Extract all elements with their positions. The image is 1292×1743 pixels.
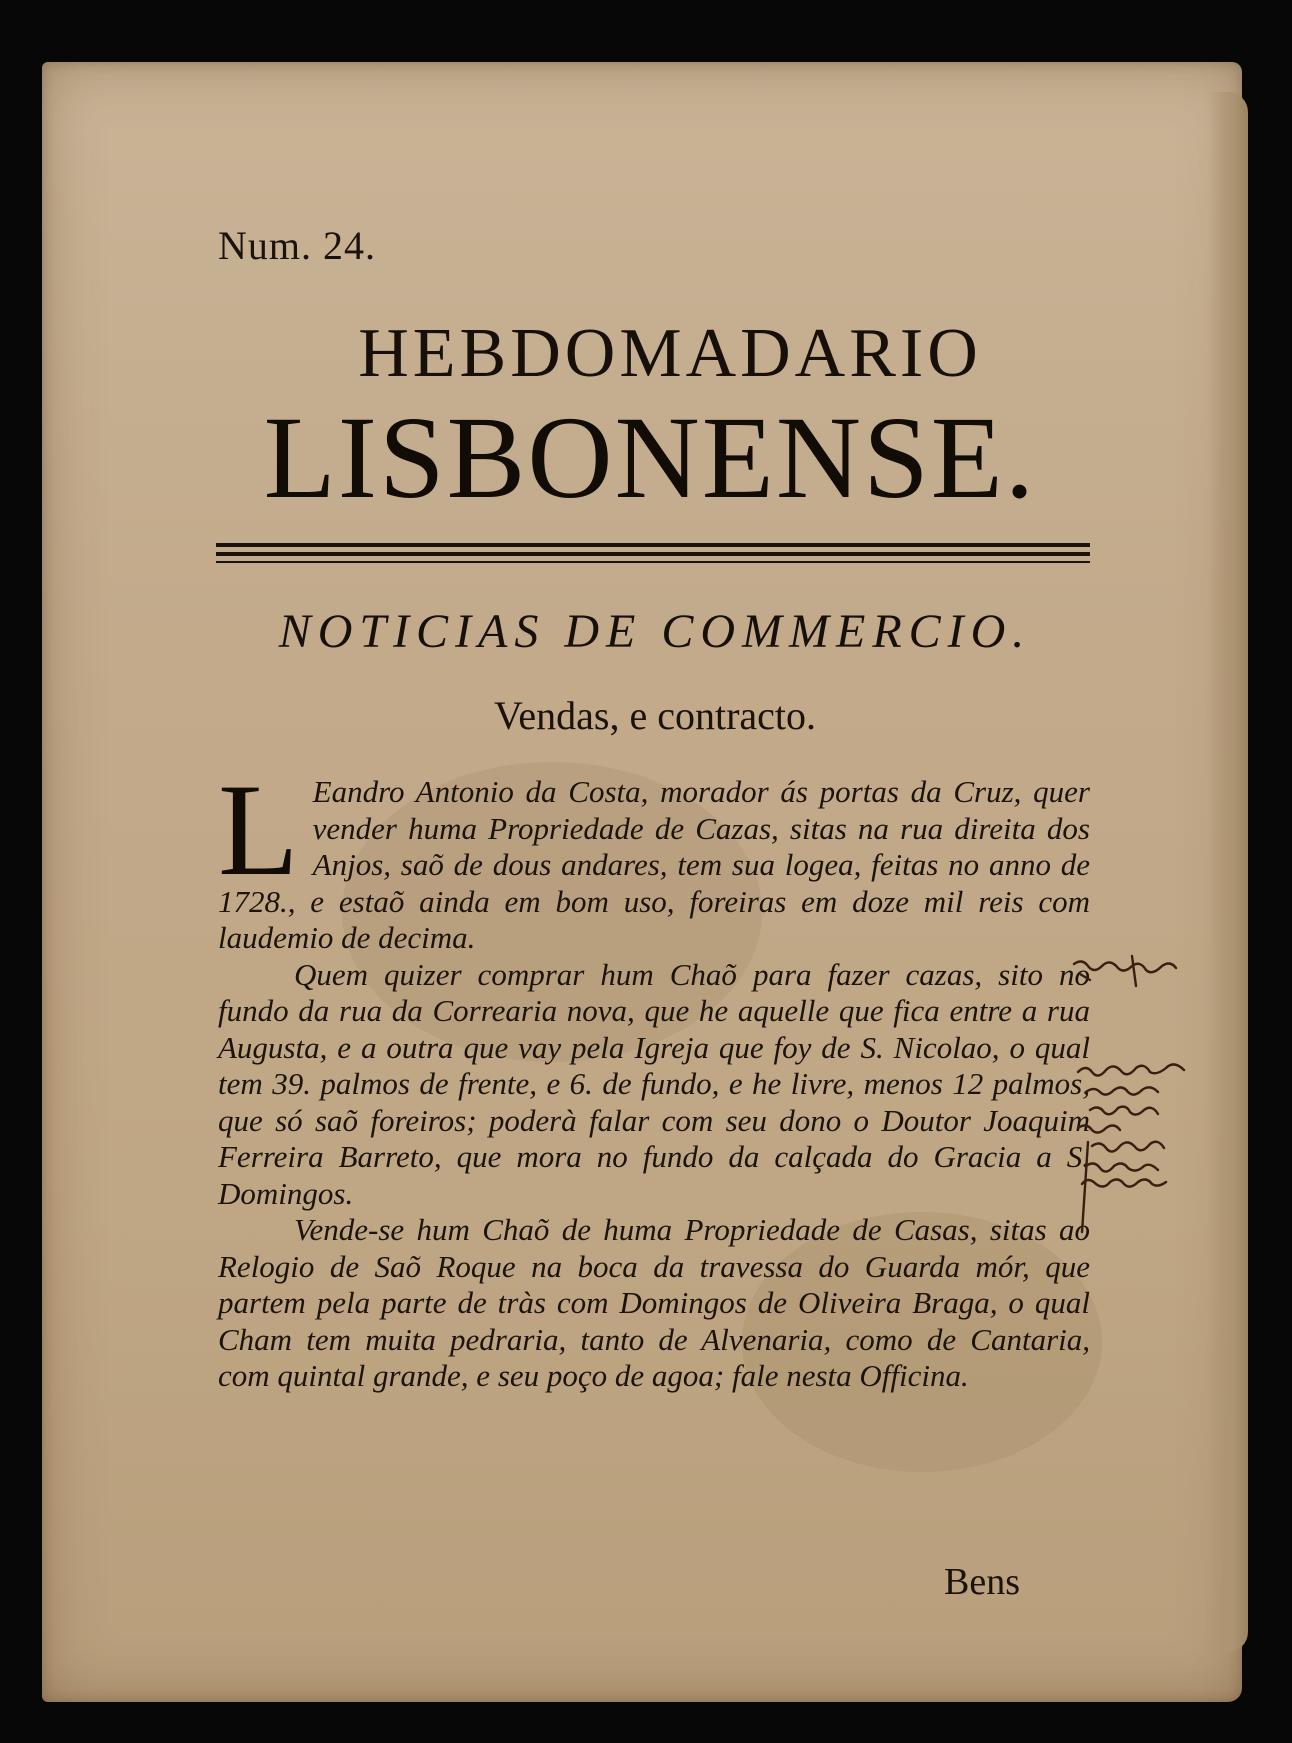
section-heading: NOTICIAS DE COMMERCIO.: [278, 605, 1032, 658]
paragraph-text: Eandro Antonio da Costa, morador ás portas da Cruz, quer vender huma Propriedade de Cazas, sitas na rua direita dos Anjos, saõ de dous andares, tem sua logea, feitas no anno de 1728., e estaõ ainda em bom uso, foreiras em doze mil reis com laudemio de decima.: [218, 774, 1090, 955]
masthead-rule: [216, 543, 1090, 547]
paper-edge: [1208, 92, 1248, 1652]
paragraph-text: Quem quizer comprar hum Chaõ para fazer cazas, sito no fundo da rua da Correaria nova, que he aquelle que fica entre a rua Augusta, e a outra que vay pela Igreja que foy de S. Nicolao, o qual tem 39. palmos de frente, e 6. de fundo, e he livre, menos 12 palmos, que só saõ foreiros; poderà falar com seu dono o Doutor Joaquim Ferreira Barreto, que mora no fundo da calçada do Gracia a S. Domingos.: [218, 956, 1090, 1211]
paragraph-2: [218, 957, 1090, 1213]
paragraph-3: [218, 1212, 1090, 1395]
drop-cap: L: [218, 756, 299, 903]
article-body: [218, 756, 1090, 1395]
section-subheading: Vendas, e contracto.: [493, 693, 817, 738]
paper-sheet: [42, 62, 1242, 1702]
masthead-rule: [216, 552, 1090, 556]
paragraph-1: [218, 756, 1090, 957]
issue-number: Num. 24.: [218, 223, 376, 268]
catchword: Bens: [944, 1561, 1020, 1603]
masthead-rule: [216, 561, 1090, 563]
masthead-title-line-1: HEBDOMADARIO: [358, 315, 982, 392]
handwritten-marginalia: [1072, 952, 1272, 1252]
paragraph-text: Vende-se hum Chaõ de huma Propriedade de Casas, sitas ao Relogio de Saõ Roque na boca da travessa do Guarda mór, que partem pela parte de tràs com Domingos de Oliveira Braga, o qual Cham tem muita pedraria, tanto de Alvenaria, como de Cantaria, com quintal grande, e seu poço de agoa; fale nesta Officina.: [218, 1212, 1090, 1393]
masthead-title-line-2: LISBONENSE.: [263, 392, 1037, 523]
